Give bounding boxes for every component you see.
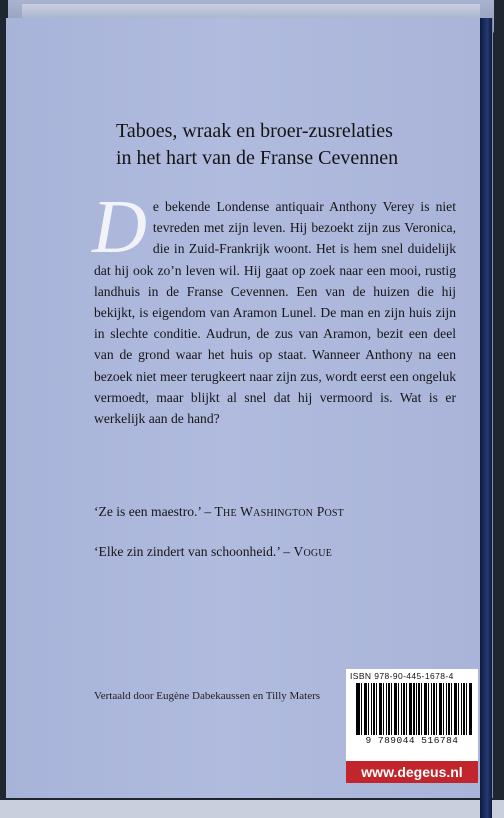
isbn-label: ISBN 978-90-445-1678-4 bbox=[350, 671, 454, 681]
barcode bbox=[346, 669, 478, 761]
blurb-text: e bekende Londense antiquair Anthony Verey is niet tevreden met zijn leven. Hij bezoekt zijn zus Veronica, die in Zuid-Frankrijk woont. Het is hem snel duidelijk dat hij ook zo’n leven wil. Hij gaat op zoek naar een mooi, rustig landhuis in de Franse Cevennen. Een van de huizen die hij bekijkt, is eigendom van Aramon Lunel. De man en zijn huis zijn in slechte conditie. Audrun, de zus van Aramon, bezit een deel van de grond waar het huis op staat. Wanneer Anthony na een bezoek niet meer terugkeert naar zijn zus, wordt eerst een ongeluk vermoedt, maar blijkt al snel dat hij vermoord is. Wat is er werkelijk aan de hand? bbox=[94, 199, 456, 427]
tagline-line-1: Taboes, wraak en broer-zusrelaties bbox=[116, 120, 393, 142]
press-quote bbox=[94, 544, 474, 560]
tagline bbox=[116, 118, 466, 172]
quote-source: The Washington Post bbox=[214, 504, 344, 519]
translator-credit: Vertaald door Eugène Dabekaussen en Tilly Maters bbox=[94, 690, 321, 702]
spine-edge bbox=[480, 18, 492, 818]
quote-text: ‘Elke zin zindert van schoonheid.’ – bbox=[94, 544, 294, 559]
drop-cap: D bbox=[92, 185, 147, 269]
barcode-digits: 9 789044 516784 bbox=[348, 735, 476, 746]
tagline-line-2: in het hart van de Franse Cevennen bbox=[116, 147, 399, 169]
quote-source: Vogue bbox=[293, 544, 333, 559]
blurb-paragraph bbox=[92, 185, 456, 429]
publisher-url: www.degeus.nl bbox=[346, 761, 478, 783]
press-quote bbox=[94, 504, 474, 520]
quote-text: ‘Ze is een maestro.’ – bbox=[94, 504, 215, 519]
